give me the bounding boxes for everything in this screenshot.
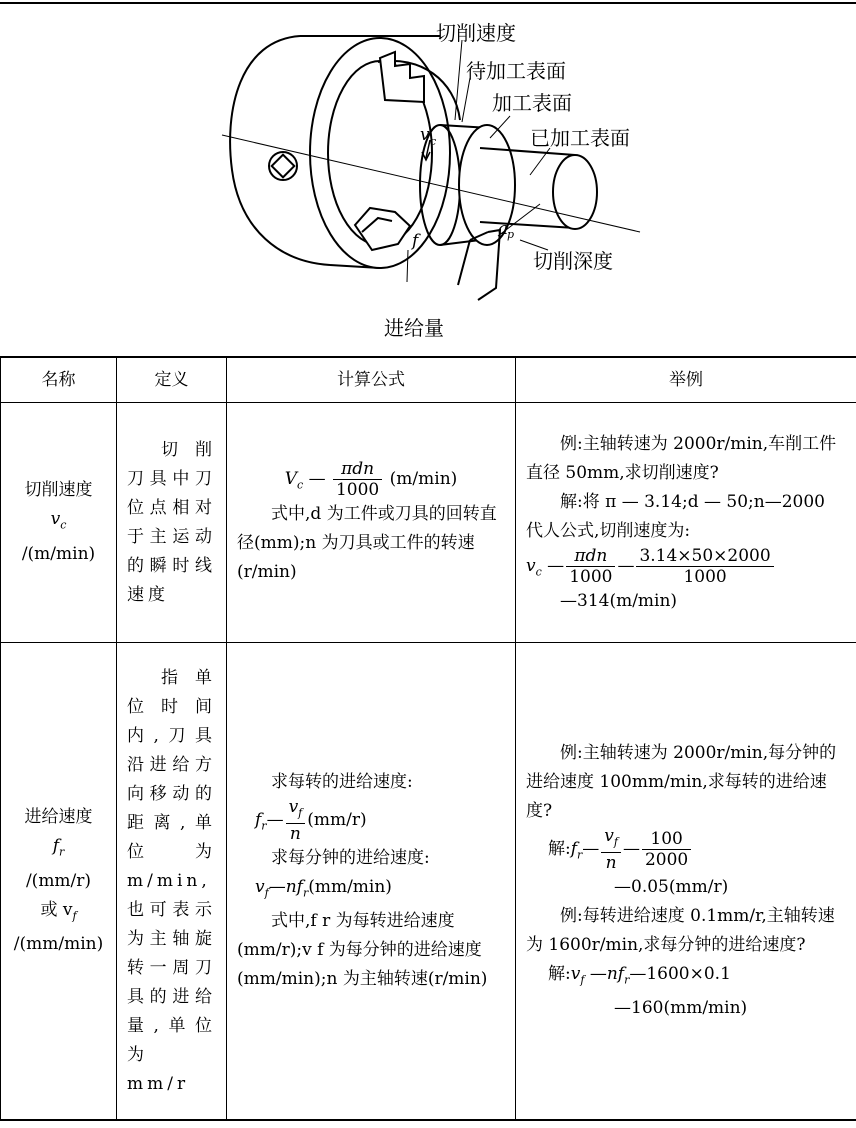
header-definition: 定义 — [117, 357, 227, 403]
cell-definition: 切削刀具中刀位点相对于主运动的瞬时线速度 — [117, 403, 227, 643]
label-machined-surface: 已加工表面 — [530, 126, 630, 150]
table-header-row — [1, 357, 856, 403]
label-cutting-speed: 切削速度 — [436, 21, 516, 45]
symbol-ap-sub: p — [507, 228, 515, 241]
header-formula: 计算公式 — [227, 357, 516, 403]
header-name: 名称 — [1, 357, 117, 403]
symbol-ap: a — [498, 219, 509, 239]
lathe-turning-diagram — [0, 0, 856, 356]
label-cutting-depth: 切削深度 — [533, 249, 613, 273]
cell-definition: 指单位时间内,刀具沿进给方向移动的距离,单位为 m/min,也可表示为主轴旋转一周刀具的进给量,单位为 mm/r — [117, 643, 227, 1121]
cell-formula: $V_c$ — $\frac{\text{πdn}}{1000}$ (m/min) 式中,d 为工件或刀具的回转直径(mm);n 为刀具或工件的转速(r/min) — [227, 403, 516, 643]
table-row — [1, 403, 856, 643]
header-example: 举例 — [516, 357, 856, 403]
label-unmachined-surface: 待加工表面 — [466, 59, 566, 83]
cutting-parameters-table — [0, 356, 856, 1121]
label-feed: 进给量 — [384, 316, 444, 340]
symbol-f: f — [412, 231, 419, 251]
cell-name: 切削速度 $v_c$ /(m/min) — [1, 403, 117, 643]
table-row — [1, 643, 856, 1121]
symbol-vc: v — [420, 125, 430, 145]
cell-name: 进给速度 $f_r$ /(mm/r) 或 $v_f$ /(mm/min) — [1, 643, 117, 1121]
cell-formula: 求每转的进给速度: $f_r—$ $\frac{v_f}{n}$ (mm/r) 求每分钟的进给速度: $v_f—nf_r(mm/\min)$ 式中,f r 为每转进给速度(mm/r);v f 为每分钟的进给速度(mm/min);n 为主轴转速(r/min) — [227, 643, 516, 1121]
cell-example: 例:主轴转速为 2000r/min,每分钟的进给速度 100mm/min,求每转的进给速度? 解$:f_r—$ $\frac{v_f}{n}$ — $\frac{100}{2000}$ —0.05(mm/r) 例:每转进给速度 0.1mm/r,主轴转速为 1600r/min,求每分钟的进给速度? 解$:v_f$ $—nf_r—1600\times 0.1$ —160(mm/min) — [516, 643, 856, 1121]
label-machining-surface: 加工表面 — [492, 91, 572, 115]
cell-example: 例:主轴转速为 2000r/min,车削工件直径 50mm,求切削速度? 解:将 π — 3.14;d — 50;n—2000 代人公式,切削速度为: $v_c$ — $\frac{\text{πdn}}{1000}$ — $\frac{3.14\times 50\times 2000}{1000}$ —314(m/min) — [516, 403, 856, 643]
symbol-vc-sub: c — [430, 135, 437, 148]
